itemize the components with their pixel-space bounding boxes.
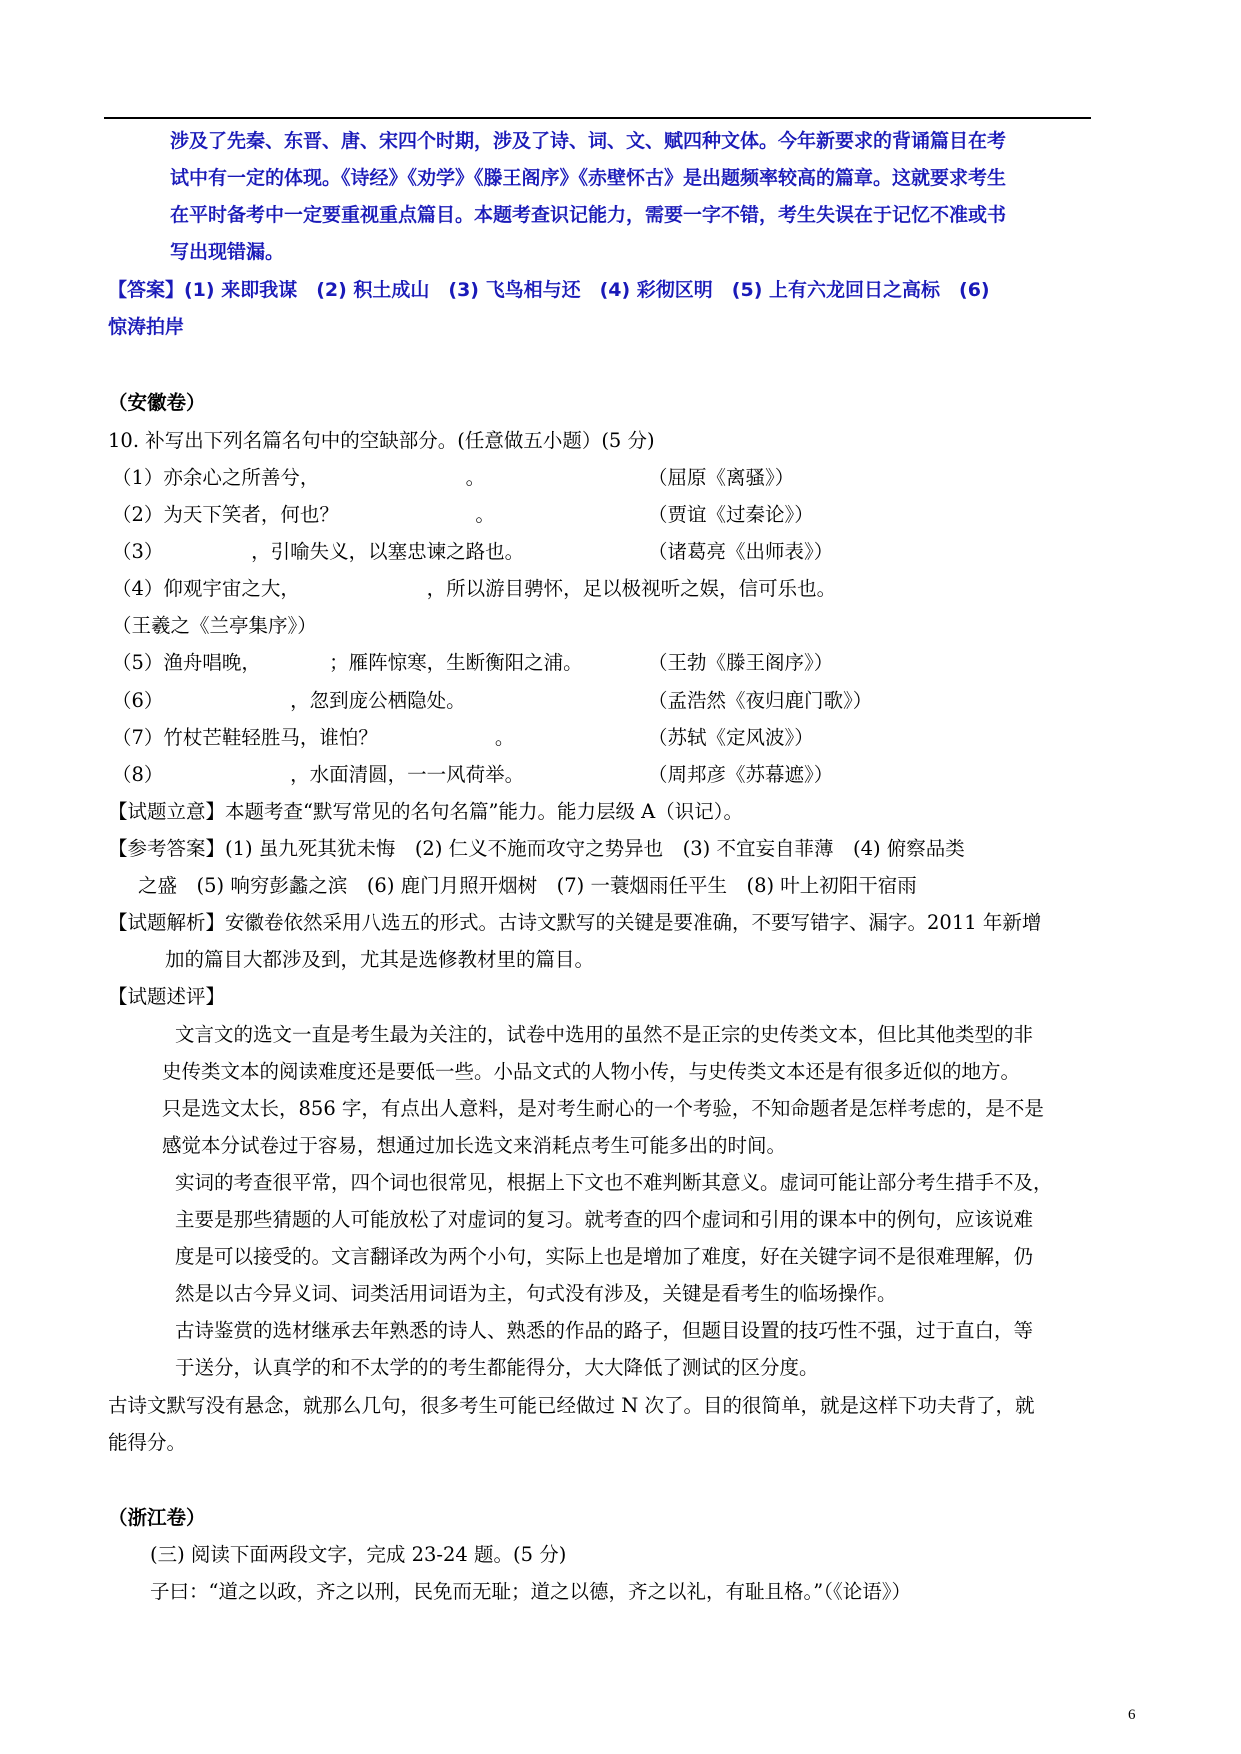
fill-blank-item: （1）亦余心之所善兮， 。: [112, 466, 486, 489]
fill-blank-item: （3） ，引喻失义，以塞忠谏之路也。: [112, 540, 525, 563]
test-intent: 【试题立意】本题考查“默写常见的名句名篇”能力。能力层级 A（识记）。: [108, 800, 743, 823]
fill-blank-item: （6） ，忽到庞公栖隐处。: [112, 689, 466, 712]
review-line: 史传类文本的阅读难度还是要低一些。小品文式的人物小传，与史传类文本还是有很多近似的地方。: [162, 1060, 1021, 1083]
reference-answer-line: 之盛 (5) 响穷彭蠡之滨 (6) 鹿门月照开烟树 (7) 一蓑烟雨任平生 (8) 叶上初阳干宿雨: [138, 874, 917, 897]
analysis-line: 加的篇目大都涉及到，尤其是选修教材里的篇目。: [165, 948, 595, 971]
review-line: 实词的考查很平常，四个词也很常见，根据上下文也不难判断其意义。虚词可能让部分考生措手不及，: [175, 1171, 1053, 1194]
header-rule: [104, 117, 1091, 119]
review-line: 主要是那些猜题的人可能放松了对虚词的复习。就考查的四个虚词和引用的课本中的例句，应该说难: [175, 1208, 1034, 1231]
review-line: 古诗鉴赏的选材继承去年熟悉的诗人、熟悉的作品的路子，但题目设置的技巧性不强，过于直白，等: [175, 1319, 1034, 1342]
review-line: 感觉本分试卷过于容易，想通过加长选文来消耗点考生可能多出的时间。: [162, 1134, 787, 1157]
closing-line: 能得分。: [108, 1431, 187, 1454]
answer-line: 惊涛拍岸: [108, 316, 185, 338]
commentary-line: 在平时备考中一定要重视重点篇目。本题考查识记能力，需要一字不错，考生失误在于记忆不准或书: [170, 204, 1007, 226]
closing-line: 古诗文默写没有悬念，就那么几句，很多考生可能已经做过 N 次了。目的很简单，就是这样下功夫背了，就: [108, 1394, 1035, 1417]
section-heading-zhejiang: （浙江卷）: [108, 1506, 206, 1529]
review-line: 然是以古今异义词、词类活用词语为主，句式没有涉及，关键是看考生的临场操作。: [175, 1282, 897, 1305]
fill-blank-source-line: （王羲之《兰亭集序》）: [112, 614, 317, 637]
review-line: 于送分，认真学的和不太学的的考生都能得分，大大降低了测试的区分度。: [175, 1356, 819, 1379]
fill-blank-item: （4）仰观宇宙之大， ，所以游目骋怀，足以极视听之娱，信可乐也。: [112, 577, 837, 600]
zhejiang-line: 子曰：“道之以政，齐之以刑，民免而无耻；道之以德，齐之以礼，有耻且格。”（《论语》）: [150, 1580, 911, 1603]
commentary-line: 试中有一定的体现。《诗经》《劝学》《滕王阁序》《赤壁怀古》是出题频率较高的篇章。这就要求考生: [170, 167, 1007, 189]
section-heading-anhui: （安徽卷）: [108, 391, 206, 414]
reference-answer-line: 【参考答案】(1) 虽九死其犹未悔 (2) 仁义不施而攻守之势异也 (3) 不宜妄自菲薄 (4) 俯察品类: [108, 837, 965, 860]
answer-line: 【答案】(1) 来即我谋 (2) 积土成山 (3) 飞鸟相与还 (4) 彩彻区明 (5) 上有六龙回日之高标 (6): [108, 279, 990, 301]
page-number: 6: [1128, 1707, 1136, 1723]
review-line: 只是选文太长，856 字，有点出人意料，是对考生耐心的一个考验，不知命题者是怎样考虑的，是不是: [162, 1097, 1044, 1120]
zhejiang-line: (三) 阅读下面两段文字，完成 23-24 题。(5 分): [150, 1543, 567, 1566]
fill-blank-item: （8） ，水面清圆，一一风荷举。: [112, 763, 525, 786]
review-line: 度是可以接受的。文言翻译改为两个小句，实际上也是增加了难度，好在关键字词不是很难理解，仍: [175, 1245, 1034, 1268]
fill-blank-item: （2）为天下笑者，何也？ 。: [112, 503, 495, 526]
fill-blank-item: （7）竹杖芒鞋轻胜马，谁怕？ 。: [112, 726, 515, 749]
item-source: （孟浩然《夜归鹿门歌》）: [648, 689, 873, 712]
item-source: （王勃《滕王阁序》）: [648, 651, 834, 674]
question-title: 10. 补写出下列名篇名句中的空缺部分。(任意做五小题）(5 分): [108, 429, 655, 452]
review-heading: 【试题述评】: [108, 985, 226, 1008]
item-source: （周邦彦《苏幕遮》）: [648, 763, 834, 786]
item-source: （诸葛亮《出师表》）: [648, 540, 834, 563]
commentary-line: 写出现错漏。: [170, 241, 285, 263]
item-source: （贾谊《过秦论》）: [648, 503, 814, 526]
analysis-line: 【试题解析】安徽卷依然采用八选五的形式。古诗文默写的关键是要准确，不要写错字、漏字。2011 年新增: [108, 911, 1042, 934]
commentary-line: 涉及了先秦、东晋、唐、宋四个时期，涉及了诗、词、文、赋四种文体。今年新要求的背诵篇目在考: [170, 130, 1007, 152]
review-line: 文言文的选文一直是考生最为关注的，试卷中选用的虽然不是正宗的史传类文本，但比其他类型的非: [175, 1023, 1034, 1046]
item-source: （屈原《离骚》）: [648, 466, 795, 489]
fill-blank-item: （5）渔舟唱晚， ；雁阵惊寒，生断衡阳之浦。: [112, 651, 583, 674]
item-source: （苏轼《定风波》）: [648, 726, 814, 749]
